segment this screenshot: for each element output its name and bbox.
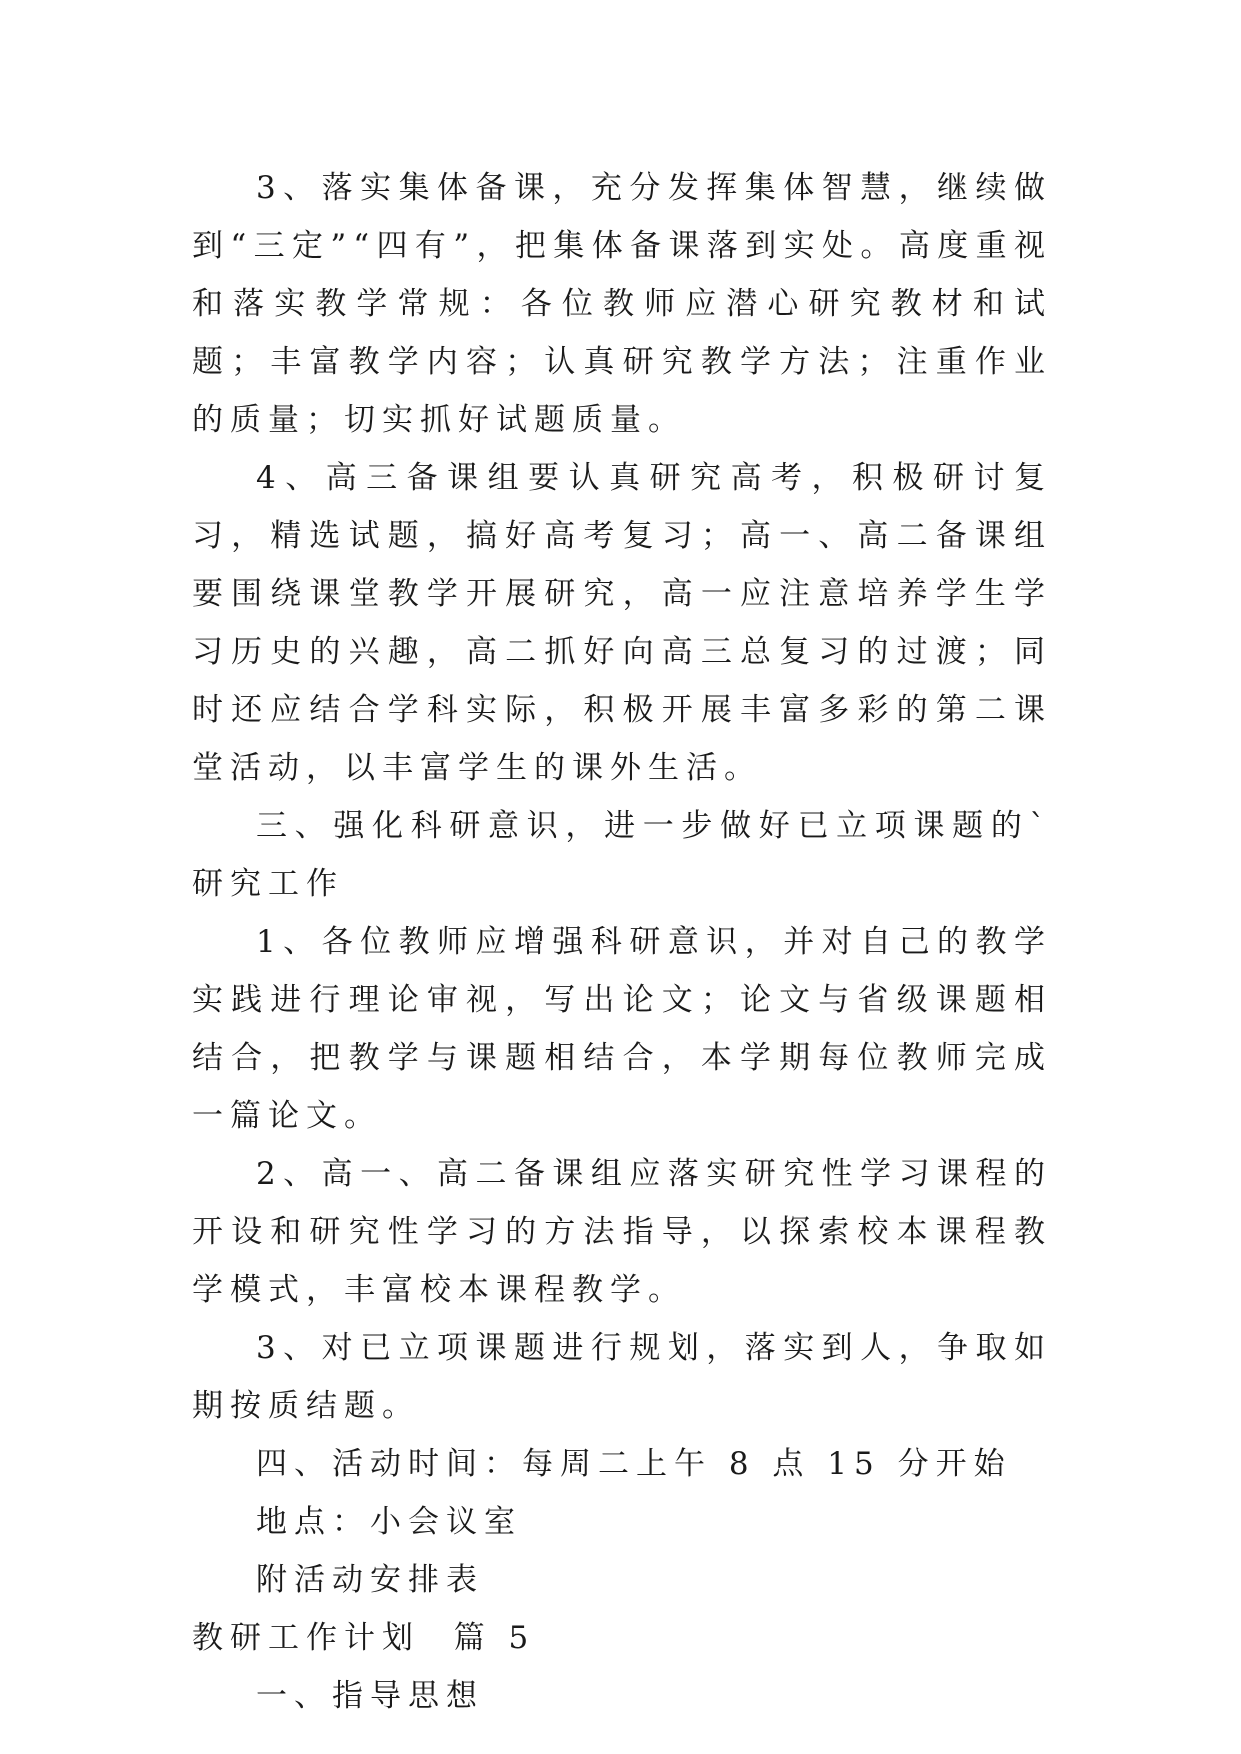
article-title-plan-5: 教研工作计划 篇 5 xyxy=(192,1620,536,1656)
section-heading-guiding-ideology: 一、指导思想 xyxy=(256,1678,484,1714)
paragraph-item-3-project-planning: 3、对已立项课题进行规划，落实到人，争取如期按质结题。 xyxy=(192,1330,1052,1424)
section-heading-research-awareness: 三、强化科研意识，进一步做好已立项课题的`研究工作 xyxy=(192,808,1052,902)
paragraph-item-1-research-papers: 1、各位教师应增强科研意识，并对自己的教学实践进行理论审视，写出论文；论文与省级课题相结合，把教学与课题相结合，本学期每位教师完成一篇论文。 xyxy=(192,924,1052,1134)
activity-location: 地点：小会议室 xyxy=(256,1504,522,1540)
paragraph-item-4-senior-three-prep: 4、高三备课组要认真研究高考，积极研讨复习，精选试题，搞好高考复习；高一、高二备课组要围绕课堂教学开展研究，高一应注意培养学生学习历史的兴趣，高二抓好向高三总复习的过渡；同时还应结合学科实际，积极开展丰富多彩的第二课堂活动，以丰富学生的课外生活。 xyxy=(192,460,1052,786)
paragraph-item-3-collective-lesson-prep: 3、落实集体备课，充分发挥集体智慧，继续做到“三定”“四有”，把集体备课落到实处。高度重视和落实教学常规：各位教师应潜心研究教材和试题；丰富教学内容；认真研究教学方法；注重作业的质量；切实抓好试题质量。 xyxy=(192,170,1052,438)
attachment-schedule-note: 附活动安排表 xyxy=(256,1562,484,1598)
section-heading-activity-time: 四、活动时间：每周二上午 8 点 15 分开始 xyxy=(256,1446,1012,1482)
document-body xyxy=(192,159,1052,1725)
paragraph-item-2-research-learning: 2、高一、高二备课组应落实研究性学习课程的开设和研究性学习的方法指导，以探索校本课程教学模式，丰富校本课程教学。 xyxy=(192,1156,1052,1308)
